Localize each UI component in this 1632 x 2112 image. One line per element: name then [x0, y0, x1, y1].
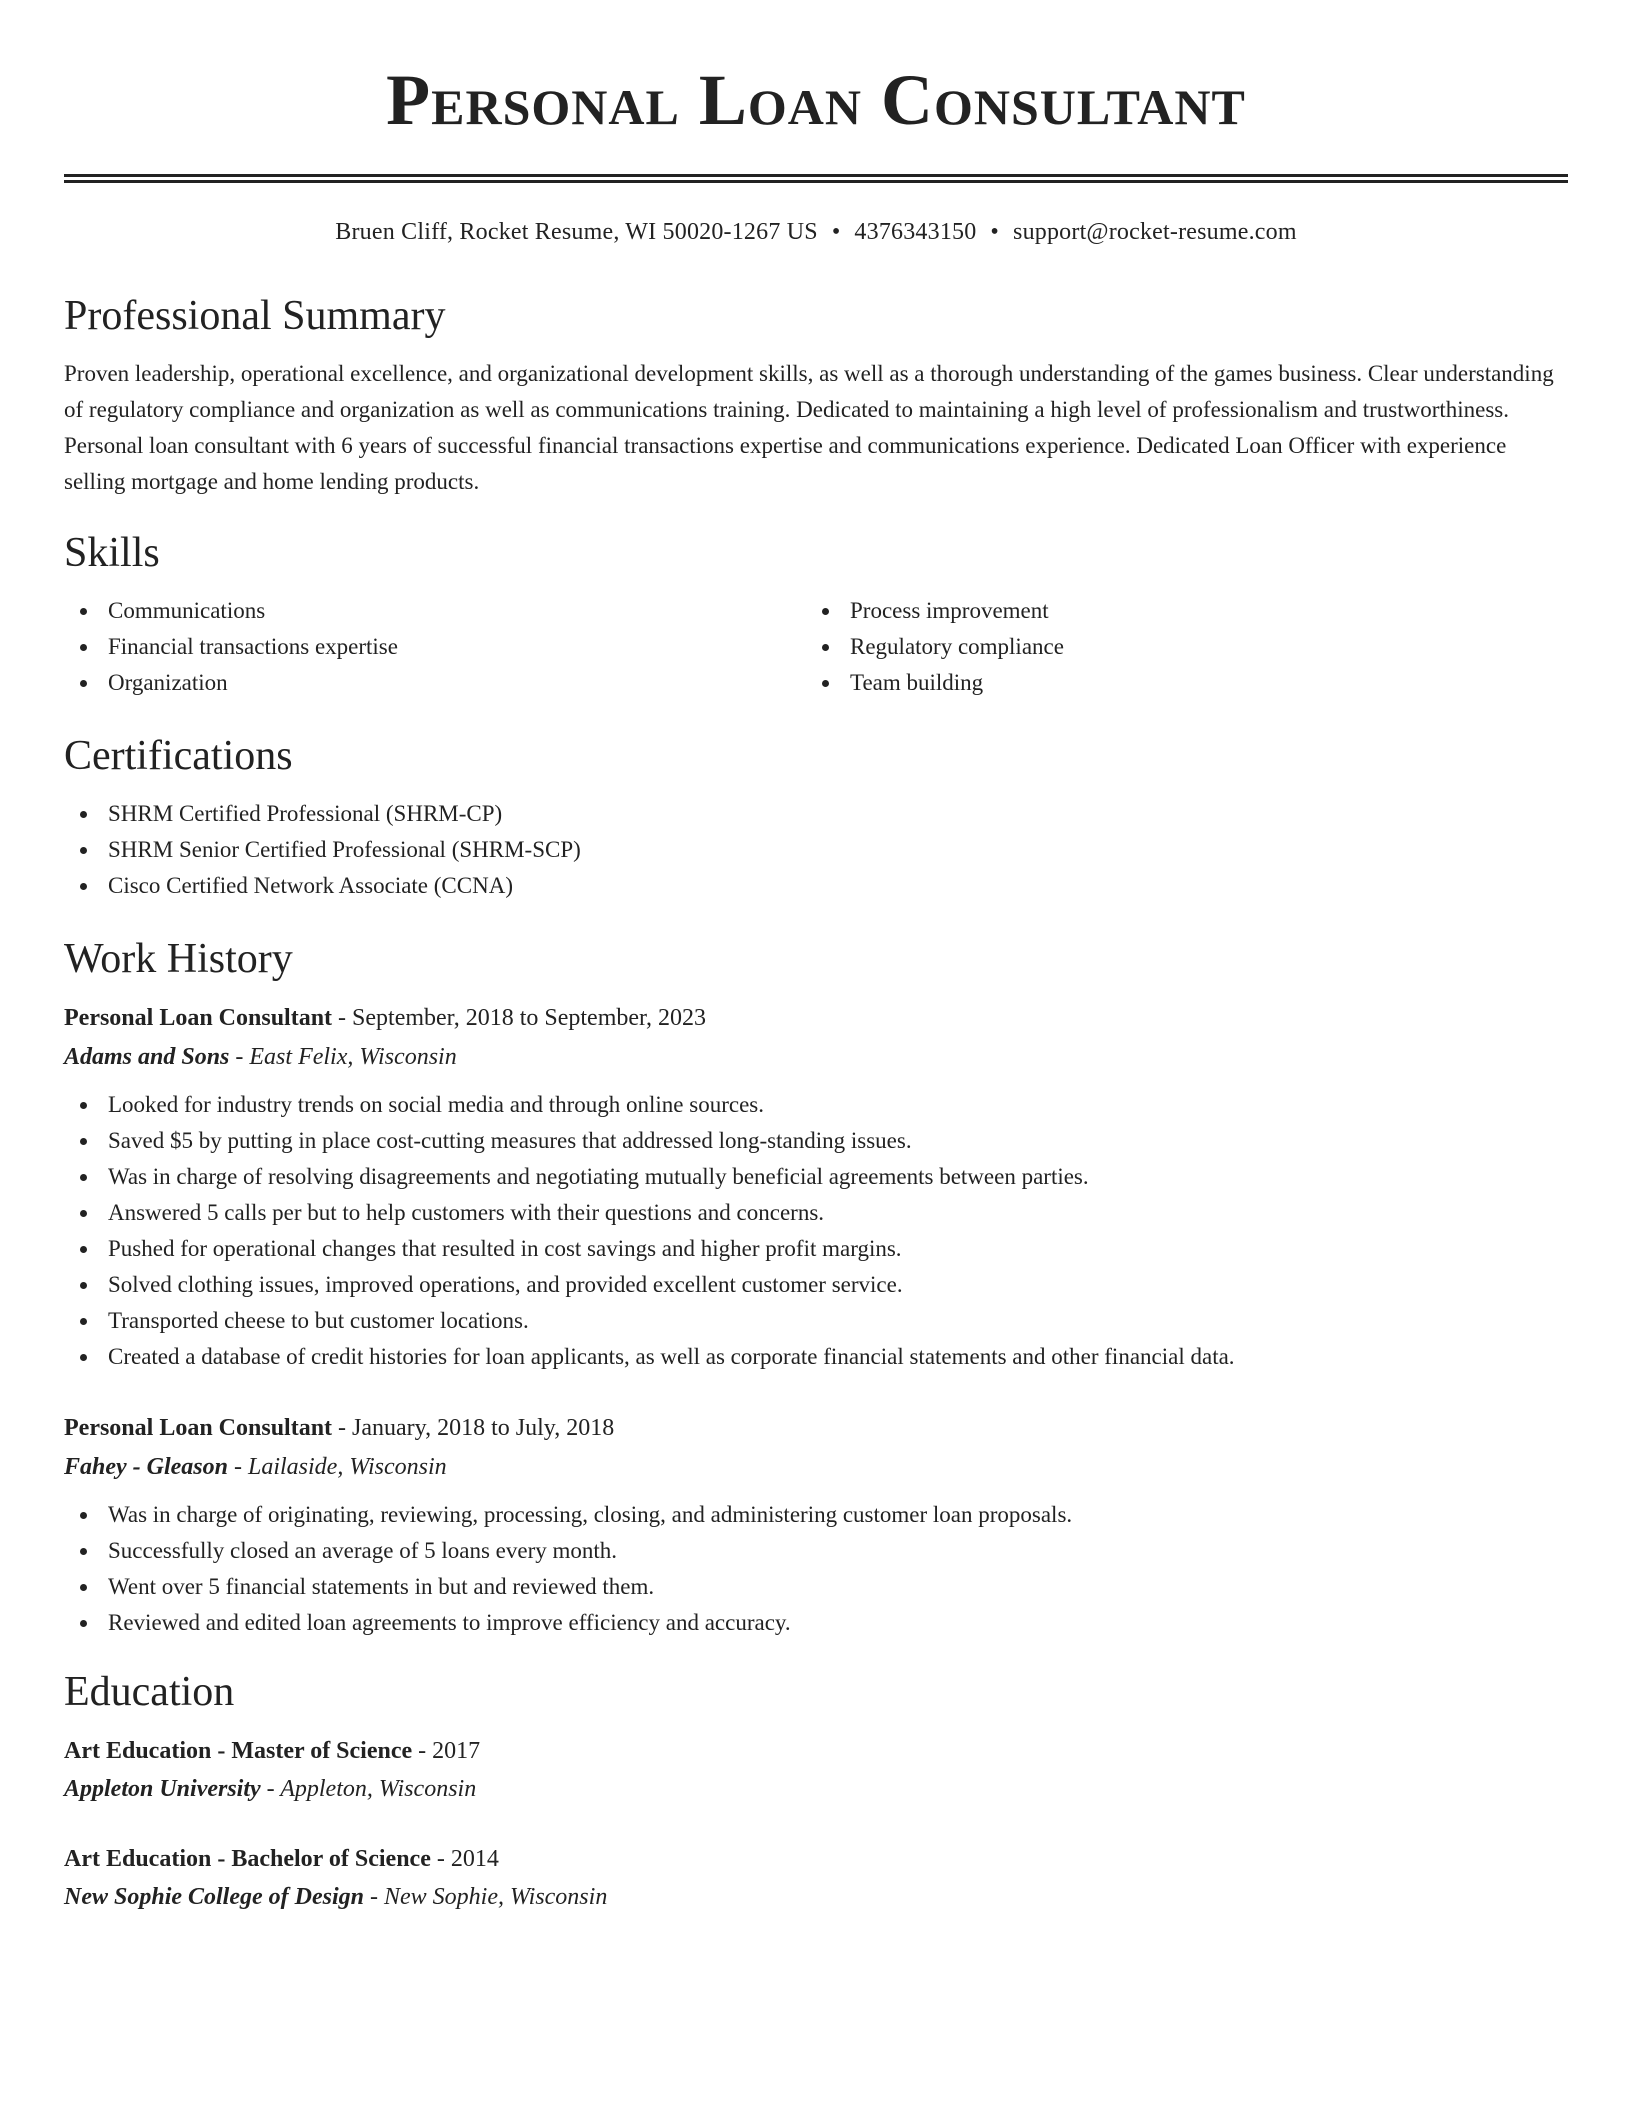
- job-role: Personal Loan Consultant: [64, 1415, 333, 1441]
- resume-name: Personal Loan Consultant: [386, 60, 1246, 140]
- contact-address: Bruen Cliff, Rocket Resume, WI 50020-1267 US: [335, 219, 818, 245]
- job-bullet: Solved clothing issues, improved operations, and provided excellent customer service.: [64, 1267, 1568, 1303]
- contact-phone: 4376343150: [854, 219, 977, 245]
- job-dates: - January, 2018 to July, 2018: [332, 1415, 615, 1441]
- skill-item: Communications: [64, 593, 806, 629]
- job-location: - East Felix, Wisconsin: [229, 1044, 457, 1070]
- contact-separator: •: [831, 219, 841, 245]
- job-bullet: Saved $5 by putting in place cost-cutting measures that addressed long-standing issues.: [64, 1123, 1568, 1159]
- job-bullets: [64, 1087, 1568, 1375]
- job-bullet: Reviewed and edited loan agreements to improve efficiency and accuracy.: [64, 1605, 1568, 1641]
- education-location: - Appleton, Wisconsin: [260, 1776, 477, 1802]
- certification-item: SHRM Certified Professional (SHRM-CP): [64, 796, 1568, 832]
- job-bullet: Successfully closed an average of 5 loans every month.: [64, 1533, 1568, 1569]
- skill-item: Process improvement: [806, 593, 1548, 629]
- education-entry: [64, 1732, 1568, 1808]
- contact-line: [64, 216, 1568, 248]
- job-bullet: Answered 5 calls per but to help customers with their questions and concerns.: [64, 1195, 1568, 1231]
- education-year: - 2014: [430, 1846, 499, 1872]
- job-company-line: [64, 1447, 1568, 1487]
- header-divider: [64, 174, 1568, 183]
- education-school: New Sophie College of Design: [64, 1884, 364, 1910]
- section-title-certifications: Certifications: [64, 733, 293, 779]
- job-company: Adams and Sons: [64, 1044, 230, 1070]
- certification-item: SHRM Senior Certified Professional (SHRM-SCP): [64, 832, 1568, 868]
- skill-item: Financial transactions expertise: [64, 629, 806, 665]
- education-degree-line: [64, 1840, 1568, 1878]
- contact-email: support@rocket-resume.com: [1013, 219, 1297, 245]
- job-company: Fahey - Gleason: [64, 1454, 228, 1480]
- education-degree: Art Education - Bachelor of Science: [64, 1846, 431, 1872]
- section-title-work-history: Work History: [64, 936, 293, 982]
- section-title-summary: Professional Summary: [64, 293, 446, 339]
- job-bullet: Went over 5 financial statements in but and reviewed them.: [64, 1569, 1568, 1605]
- skill-item: Team building: [806, 665, 1548, 701]
- job-bullet: Looked for industry trends on social media and through online sources.: [64, 1087, 1568, 1123]
- job-title-line: [64, 1409, 1568, 1447]
- education-entry: [64, 1840, 1568, 1916]
- education-degree-line: [64, 1732, 1568, 1770]
- certifications-list: [64, 796, 1568, 904]
- job-bullet: Transported cheese to but customer locations.: [64, 1303, 1568, 1339]
- skill-item: Regulatory compliance: [806, 629, 1548, 665]
- job-dates: - September, 2018 to September, 2023: [332, 1005, 707, 1031]
- education-location: - New Sophie, Wisconsin: [364, 1884, 608, 1910]
- certification-item: Cisco Certified Network Associate (CCNA): [64, 868, 1568, 904]
- skills-grid: [64, 593, 1568, 701]
- skill-item: Organization: [64, 665, 806, 701]
- job-bullets: [64, 1497, 1568, 1641]
- job-entry: [64, 999, 1568, 1375]
- job-bullet: Was in charge of originating, reviewing, processing, closing, and administering customer loan proposals.: [64, 1497, 1568, 1533]
- section-title-skills: Skills: [64, 530, 160, 576]
- job-entry: [64, 1409, 1568, 1641]
- job-title-line: [64, 999, 1568, 1037]
- job-bullet: Pushed for operational changes that resulted in cost savings and higher profit margins.: [64, 1231, 1568, 1267]
- education-school: Appleton University: [64, 1776, 261, 1802]
- job-company-line: [64, 1037, 1568, 1077]
- education-degree: Art Education - Master of Science: [64, 1738, 413, 1764]
- skills-list-left: [64, 593, 806, 701]
- section-title-education: Education: [64, 1669, 235, 1715]
- education-year: - 2017: [412, 1738, 481, 1764]
- education-school-line: [64, 1878, 1568, 1916]
- education-school-line: [64, 1770, 1568, 1808]
- skills-list-right: [806, 593, 1548, 701]
- job-bullet: Created a database of credit histories for loan applicants, as well as corporate financial statements and other financial data.: [64, 1339, 1568, 1375]
- summary-text: Proven leadership, operational excellence, and organizational development skills, as well as a thorough understanding of the games business. Clear understanding of regulatory compliance and organization as well as communications training. Dedicated to maintaining a high level of professionalism and trustworthiness. Personal loan consultant with 6 years of successful financial transactions expertise and communications experience. Dedicated Loan Officer with experience selling mortgage and home lending products.: [64, 361, 1554, 494]
- job-location: - Lailaside, Wisconsin: [228, 1454, 447, 1480]
- job-bullet: Was in charge of resolving disagreements and negotiating mutually beneficial agreements between parties.: [64, 1159, 1568, 1195]
- contact-separator: •: [990, 219, 1000, 245]
- job-role: Personal Loan Consultant: [64, 1005, 333, 1031]
